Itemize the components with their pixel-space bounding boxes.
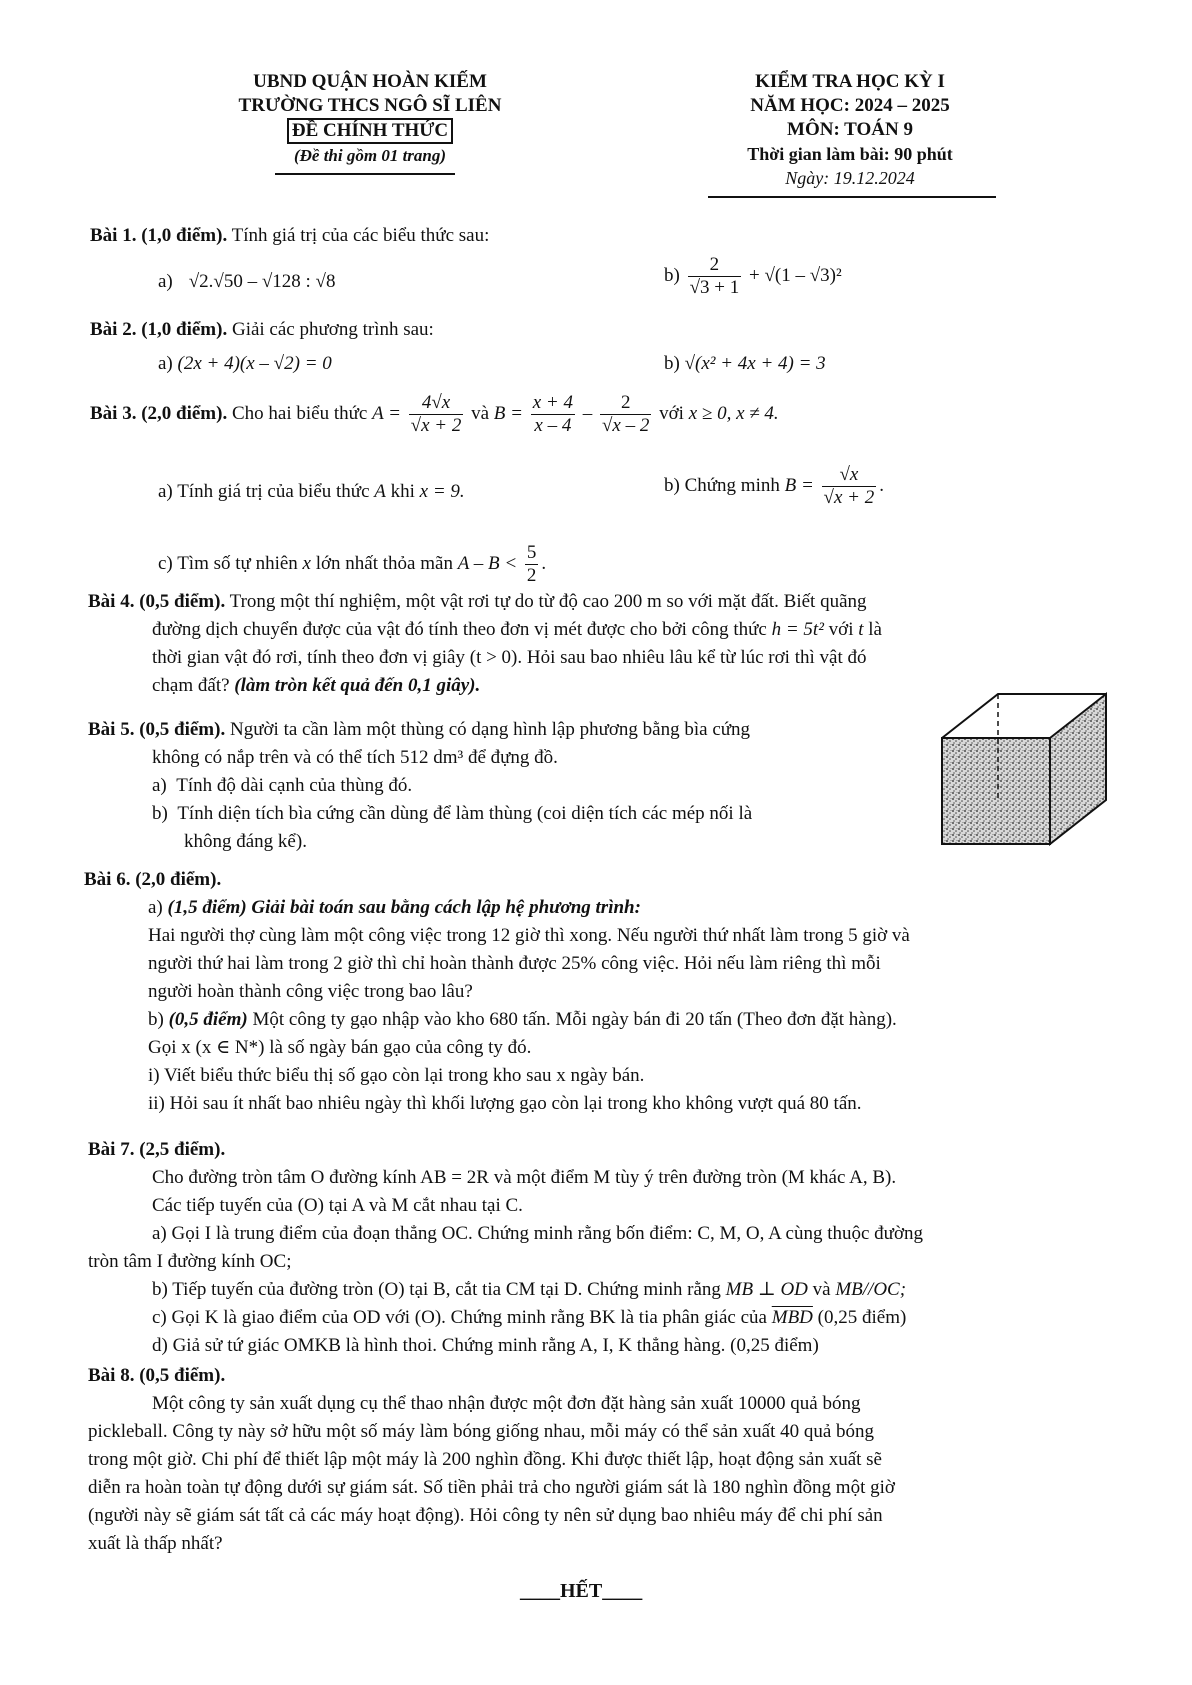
cube-figure (940, 690, 1110, 846)
exam-date: Ngày: 19.12.2024 (785, 168, 915, 188)
bai1-part-a: a) √2.√50 – √128 : √8 (158, 271, 336, 292)
subject: MÔN: TOÁN 9 (787, 119, 913, 140)
bai2-part-a: a) (2x + 4)(x – √2) = 0 (158, 353, 332, 374)
bai3-B-fraction2: $\frac{2}{√x - 2}$ (602, 392, 650, 436)
header-right (700, 70, 1000, 190)
header-right-divider (708, 196, 996, 198)
cube-front-face (942, 738, 1050, 844)
bai6-block: Bài 6. (2,0 điểm). a) (1,5 điểm) Giải bài toán sau bằng cách lập hệ phương trình: Hai người thợ cùng làm một công việc trong 12 giờ thì xong. Nếu người thứ nhất làm trong 5 giờ và người thứ hai làm trong 2 giờ thì chỉ hoàn thành được 25% công việc. Hỏi nếu làm riêng thì mỗi người hoàn thành công việc trong bao lâu? b) (0,5 điểm) Một công ty gạo nhập vào kho 680 tấn. Mỗi ngày bán đi 20 tấn (Theo đơn đặt hàng). Gọi x (x ∈ N*) là số ngày bán gạo của công ty đó. i) Viết biểu thức biểu thị số gạo còn lại trong kho sau x ngày bán. ii) Hỏi sau ít nhất bao nhiêu ngày thì khối lượng gạo còn lại trong kho không vượt quá 80 tấn. (84, 869, 910, 1114)
bai7-block: Bài 7. (2,5 điểm). Cho đường tròn tâm O đường kính AB = 2R và một điểm M tùy ý trên đường tròn (M khác A, B). Các tiếp tuyến của (O) tại A và M cắt nhau tại C. a) Gọi I là trung điểm của đoạn thẳng OC. Chứng minh rằng bốn điểm: C, M, O, A cùng thuộc đường tròn tâm I đường kính OC; b) Tiếp tuyến của đường tròn (O) tại B, cắt tia CM tại D. Chứng minh rằng MB ⊥ OD và MB//OC; c) Gọi K là giao điểm của OD với (O). Chứng minh rằng BK là tia phân giác của $\overline{MBD}$ (0,25 điểm) d) Giả sử tứ giác OMKB là hình thoi. Chứng minh rằng A, I, K thẳng hàng. (0,25 điểm) (88, 1139, 924, 1356)
bai3-b-fraction: $\frac{√x}{√x + 2}$ (823, 464, 875, 508)
page-count-note: (Đề thi gồm 01 trang) (293, 146, 447, 165)
bai4-block: Bài 4. (0,5 điểm). Trong một thí nghiệm, một vật rơi tự do từ độ cao 200 m so với mặt đất. Biết quãng đường dịch chuyển được của vật đó tính theo đơn vị mét được cho bởi công thức h = 5t² với t là thời gian vật đó rơi, tính theo đơn vị giây (t > 0). Hỏi sau bao nhiêu lâu kể từ lúc rơi thì vật đó chạm đất? (làm tròn kết quả đến 0,1 giây). (88, 591, 882, 696)
district-name: UBND QUẬN HOÀN KIẾM (253, 71, 487, 92)
school-name: TRƯỜNG THCS NGÔ SĨ LIÊN (238, 95, 502, 116)
bai3-A-fraction: $\frac{4√x}{√x + 2}$ (410, 392, 462, 436)
bai2-part-b: b) √(x² + 4x + 4) = 3 (664, 353, 826, 374)
bai2-heading: Bài 2. (1,0 điểm). Giải các phương trình sau: (90, 319, 434, 340)
bai3-part-b: b) Chứng minh B = $\frac{√x}{√x + 2}$ . (664, 464, 884, 508)
school-year: NĂM HỌC: 2024 – 2025 (750, 95, 950, 116)
bai3-B-fraction1: $\frac{x + 4}{x - 4}$ (532, 392, 573, 436)
bai5-block: Bài 5. (0,5 điểm). Người ta cần làm một thùng có dạng hình lập phương bằng bìa cứng không có nắp trên và có thể tích 512 dm³ để đựng đồ. a) Tính độ dài cạnh của thùng đó. b) Tính diện tích bìa cứng cần dùng để làm thùng (coi diện tích các mép nối là không đáng kể). (88, 719, 753, 852)
official-stamp: ĐỀ CHÍNH THỨC (287, 118, 453, 144)
header-left-divider (275, 173, 455, 175)
bai1-part-b: b) $\frac{2}{√3 + 1}$ + √(1 – √3)² (664, 254, 842, 298)
header-left (200, 70, 540, 168)
cube-side-face (1050, 694, 1106, 844)
bai3-part-c: c) Tìm số tự nhiên x lớn nhất thỏa mãn A – B < $\frac{5}{2}$ . (158, 542, 547, 586)
bai1-fraction: $\frac{2}{√3 + 1}$ (689, 254, 740, 298)
bai8-block: Bài 8. (0,5 điểm). Một công ty sản xuất dụng cụ thể thao nhận được một đơn đặt hàng sản xuất 10000 quả bóng pickleball. Công ty này sở hữu một số máy làm bóng giống nhau, mỗi máy có thể sản xuất 40 quả bóng trong một giờ. Chi phí để thiết lập một máy là 200 nghìn đồng. Khi được thiết lập, hoạt động sản xuất sẽ diễn ra hoàn toàn tự động dưới sự giám sát. Số tiền phải trả cho người giám sát là 180 nghìn đồng một giờ (người này sẽ giám sát tất cả các máy hoạt động). Hỏi công ty nên sử dụng bao nhiêu máy để chi phí sản xuất là thấp nhất? (88, 1365, 895, 1554)
duration: Thời gian làm bài: 90 phút (747, 144, 953, 164)
bai1-heading: Bài 1. (1,0 điểm). Tính giá trị của các biểu thức sau: (90, 225, 490, 246)
end-marker: ____HẾT____ (520, 1580, 643, 1602)
exam-title: KIỂM TRA HỌC KỲ I (755, 71, 945, 92)
bai3-c-fraction: $\frac{5}{2}$ (526, 542, 537, 586)
bai3-part-a: a) Tính giá trị của biểu thức A khi x = 9. (158, 481, 465, 502)
bai3-heading: Bài 3. (2,0 điểm). Cho hai biểu thức A = $\frac{4√x}{√x + 2}$ và B = $\frac{x + 4}{x - 4}$ – $\frac{2}{√x - 2}$ với x ≥ 0, x ≠ 4. (90, 392, 779, 436)
